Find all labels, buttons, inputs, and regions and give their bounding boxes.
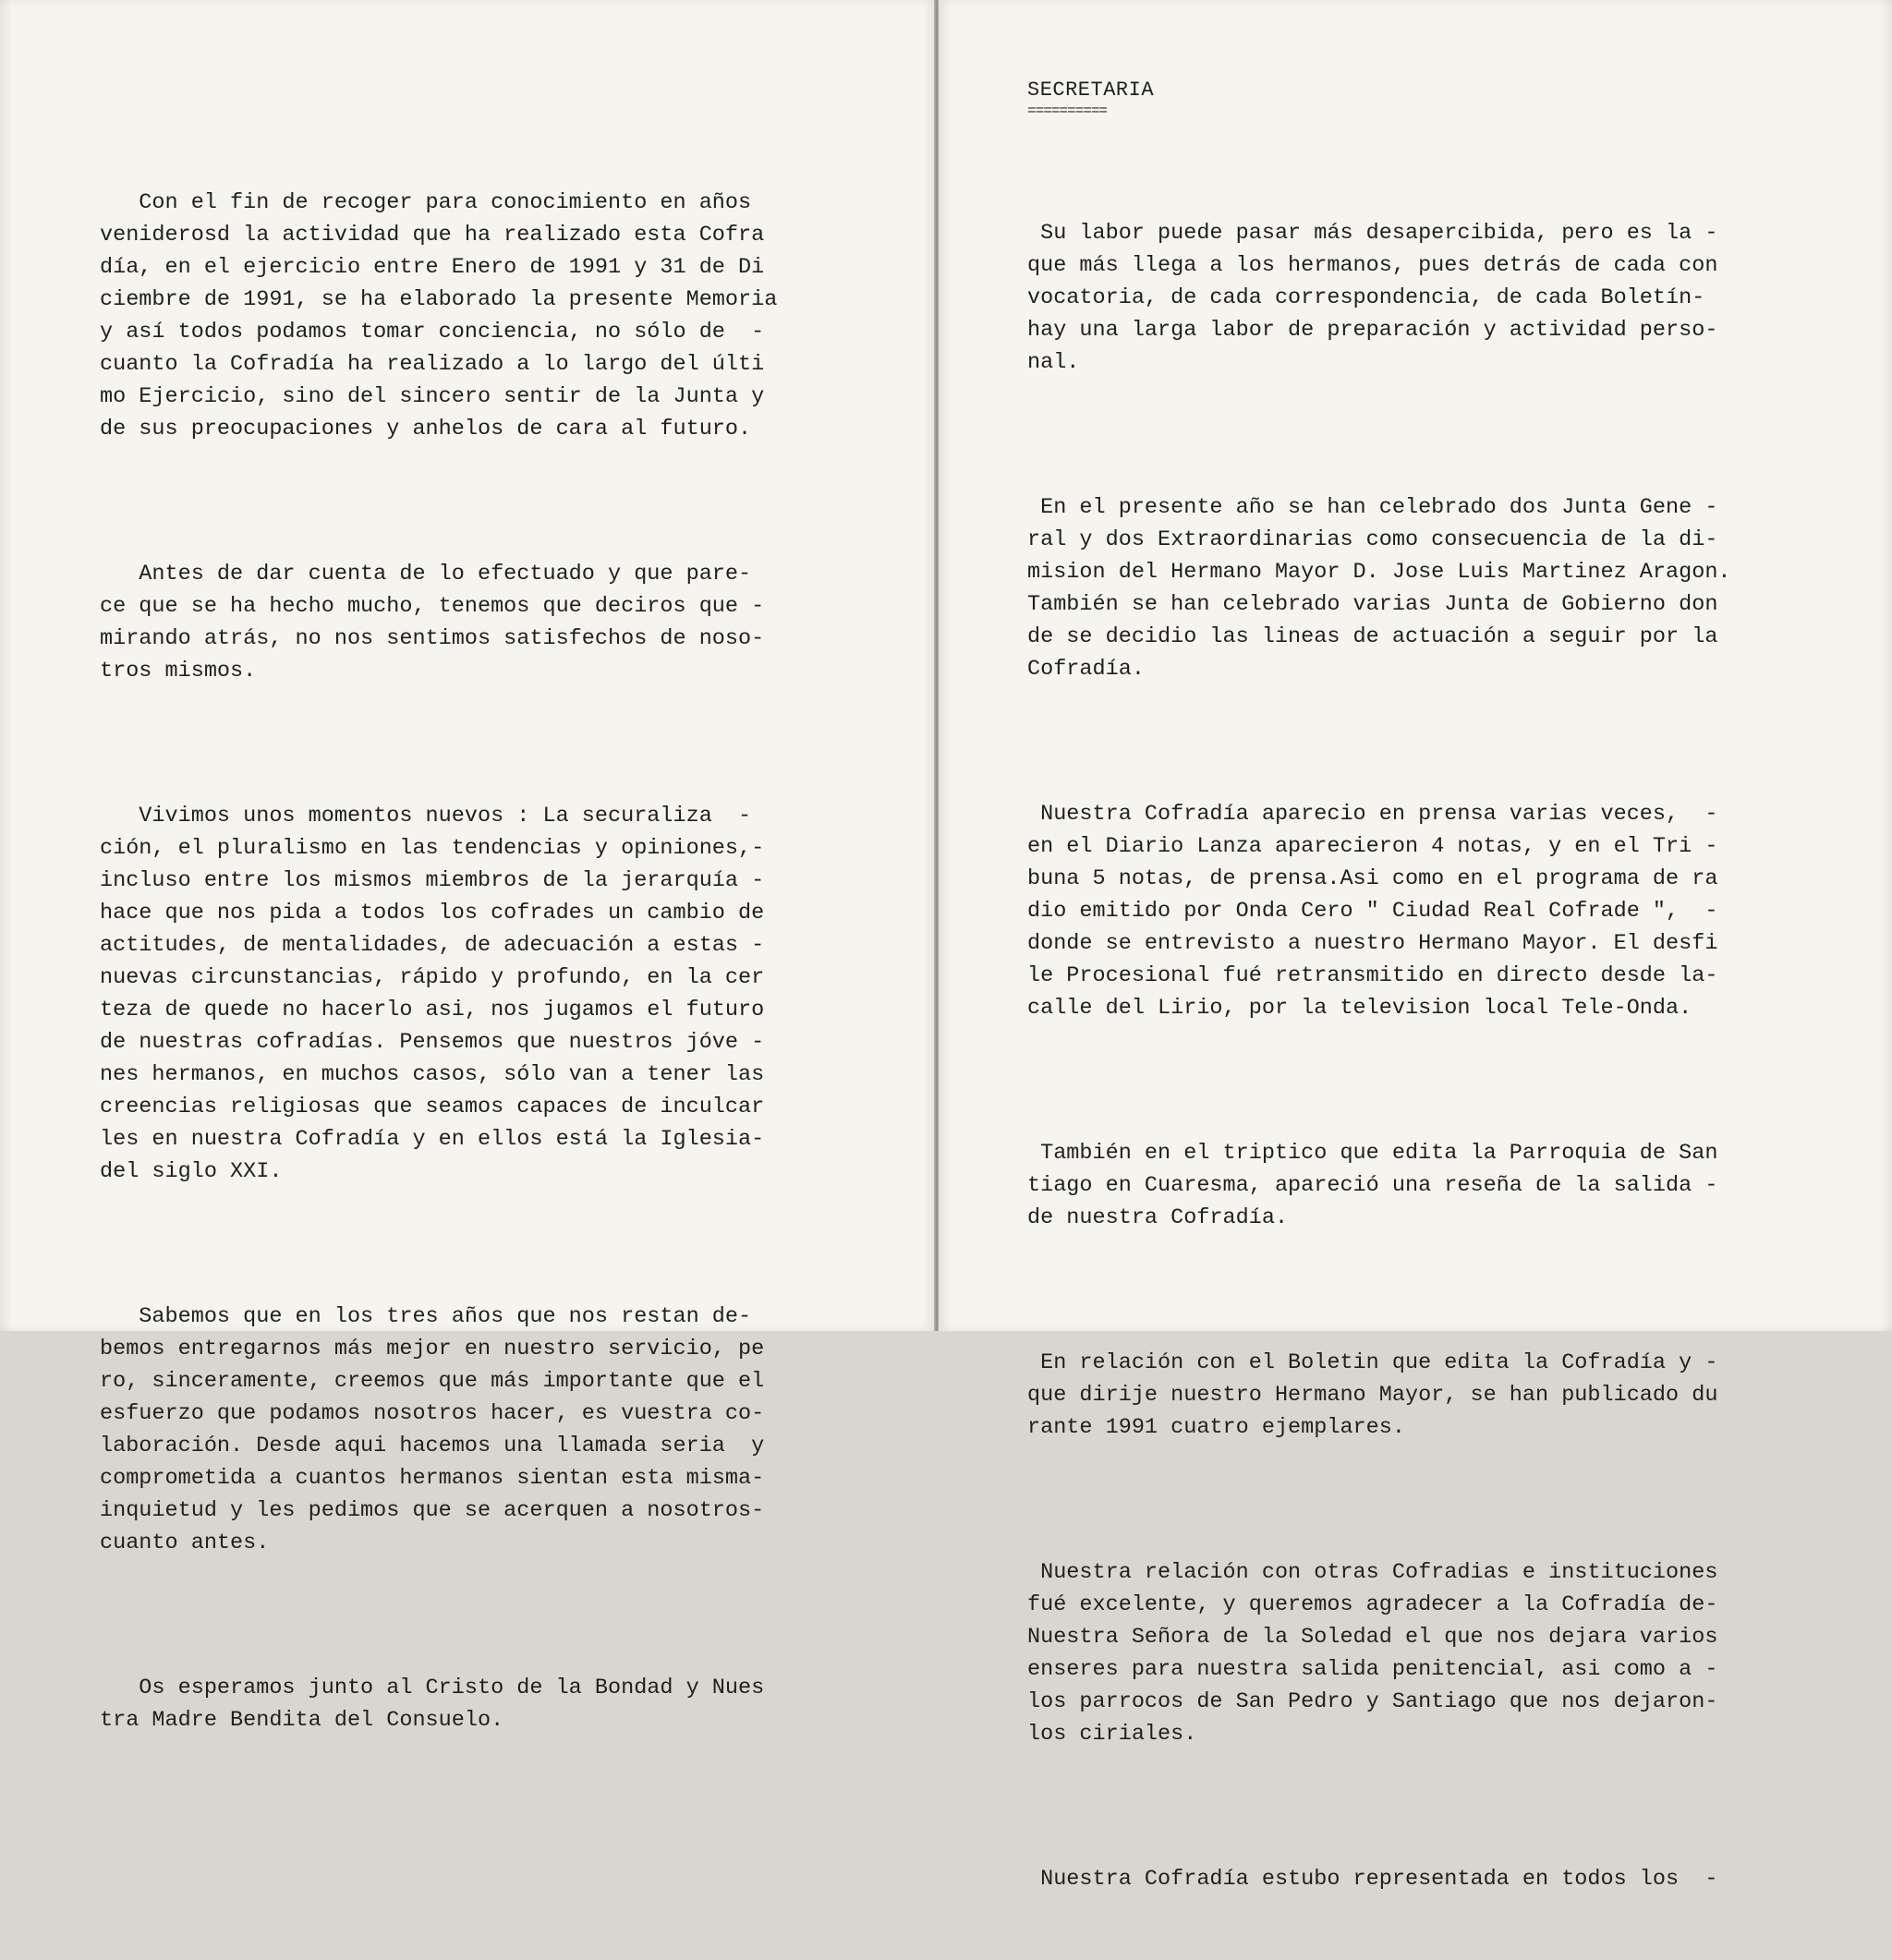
- text-line: de nuestras cofradías. Pensemos que nuestros jóve -: [100, 1030, 765, 1055]
- text-line: mo Ejercicio, sino del sincero sentir de la Junta y: [100, 384, 765, 409]
- text-line: nal.: [1027, 350, 1080, 375]
- text-line: En el presente año se han celebrado dos Junta Gene -: [1027, 495, 1718, 520]
- text-line: Antes de dar cuenta de lo efectuado y que pare-: [100, 562, 752, 587]
- right-paragraph-7: [1027, 1831, 1731, 1895]
- section-heading: SECRETARIA: [1027, 79, 1155, 102]
- text-line: día, en el ejercicio entre Enero de 1991 y 31 de Di: [100, 255, 765, 280]
- left-paragraph-1: [100, 154, 777, 445]
- text-line: fué excelente, y queremos agradecer a la Cofradía de-: [1027, 1592, 1718, 1617]
- text-line: en el Diario Lanza aparecieron 4 notas, y en el Tri -: [1027, 834, 1718, 859]
- right-paragraph-1: [1027, 185, 1731, 379]
- text-line: actitudes, de mentalidades, de adecuación a estas -: [100, 933, 765, 958]
- text-line: inquietud y les pedimos que se acerquen a nosotros-: [100, 1498, 765, 1523]
- text-line: mision del Hermano Mayor D. Jose Luis Martinez Aragon.: [1027, 560, 1731, 585]
- text-line: calle del Lirio, por la television local Tele-Onda.: [1027, 996, 1692, 1021]
- text-line: hace que nos pida a todos los cofrades un cambio de: [100, 901, 765, 926]
- text-line: rante 1991 cuatro ejemplares.: [1027, 1415, 1405, 1440]
- text-line: enseres para nuestra salida penitencial, asi como a -: [1027, 1657, 1718, 1682]
- page-edge-shadow: [1879, 0, 1892, 1331]
- text-line: tros mismos.: [100, 659, 257, 684]
- text-line: nes hermanos, en muchos casos, sólo van a tener las: [100, 1062, 765, 1087]
- right-page-text: [1027, 120, 1731, 1960]
- text-line: laboración. Desde aqui hacemos una llamada seria y: [100, 1434, 765, 1458]
- right-paragraph-3: [1027, 766, 1731, 1024]
- left-paragraph-5: [100, 1639, 777, 1736]
- text-line: Vivimos unos momentos nuevos : La securaliza -: [100, 804, 752, 829]
- text-line: bemos entregarnos más mejor en nuestro servicio, pe: [100, 1337, 765, 1361]
- text-line: ro, sinceramente, creemos que más importante que el: [100, 1369, 765, 1394]
- text-line: Su labor puede pasar más desapercibida, pero es la -: [1027, 221, 1718, 246]
- text-line: mirando atrás, no nos sentimos satisfechos de noso-: [100, 626, 765, 651]
- text-line: del siglo XXI.: [100, 1159, 283, 1184]
- text-line: ciembre de 1991, se ha elaborado la presente Memoria: [100, 287, 778, 312]
- text-line: Os esperamos junto al Cristo de la Bondad y Nues: [100, 1676, 765, 1700]
- right-paragraph-6: [1027, 1524, 1731, 1750]
- left-paragraph-4: [100, 1268, 777, 1559]
- section-heading-underline: ==========: [1027, 103, 1108, 119]
- text-line: que dirije nuestro Hermano Mayor, se han publicado du: [1027, 1383, 1718, 1408]
- text-line: También en el triptico que edita la Parroquia de San: [1027, 1141, 1718, 1166]
- text-line: le Procesional fué retransmitido en directo desde la-: [1027, 963, 1718, 988]
- text-line: y así todos podamos tomar conciencia, no sólo de -: [100, 320, 765, 345]
- text-line: de nuestra Cofradía.: [1027, 1205, 1289, 1230]
- text-line: Nuestra Cofradía estubo representada en todos los -: [1027, 1867, 1718, 1892]
- left-page-text: [100, 90, 777, 1801]
- text-line: Sabemos que en los tres años que nos restan de-: [100, 1304, 752, 1329]
- right-paragraph-4: [1027, 1105, 1731, 1234]
- text-line: cuanto la Cofradía ha realizado a lo largo del últi: [100, 352, 765, 377]
- page-edge-shadow: [0, 0, 13, 1331]
- text-line: creencias religiosas que seamos capaces de inculcar: [100, 1095, 765, 1119]
- text-line: ce que se ha hecho mucho, tenemos que deciros que -: [100, 594, 765, 619]
- text-line: comprometida a cuantos hermanos sientan esta misma-: [100, 1466, 765, 1491]
- text-line: También se han celebrado varias Junta de Gobierno don: [1027, 592, 1718, 617]
- text-line: nuevas circunstancias, rápido y profundo, en la cer: [100, 965, 765, 990]
- text-line: de sus preocupaciones y anhelos de cara al futuro.: [100, 417, 752, 442]
- text-line: cuanto antes.: [100, 1530, 270, 1555]
- text-line: donde se entrevisto a nuestro Hermano Mayor. El desfi: [1027, 931, 1718, 956]
- left-page: [0, 0, 935, 1733]
- text-line: Nuestra Señora de la Soledad el que nos dejara varios: [1027, 1625, 1718, 1650]
- text-line: hay una larga labor de preparación y actividad perso-: [1027, 318, 1718, 343]
- text-line: buna 5 notas, de prensa.Asi como en el programa de ra: [1027, 866, 1718, 891]
- text-line: los ciriales.: [1027, 1722, 1197, 1747]
- text-line: ral y dos Extraordinarias como consecuencia de la di-: [1027, 527, 1718, 552]
- text-line: vocatoria, de cada correspondencia, de cada Boletín-: [1027, 285, 1705, 310]
- left-paragraph-3: [100, 768, 777, 1188]
- text-line: Cofradía.: [1027, 657, 1145, 682]
- text-line: de se decidio las lineas de actuación a seguir por la: [1027, 624, 1718, 649]
- right-paragraph-5: [1027, 1314, 1731, 1444]
- text-line: Nuestra Cofradía aparecio en prensa varias veces, -: [1027, 802, 1718, 827]
- text-line: esfuerzo que podamos nosotros hacer, es vuestra co-: [100, 1401, 765, 1426]
- text-line: teza de quede no hacerlo asi, nos jugamos el futuro: [100, 998, 765, 1022]
- text-line: En relación con el Boletin que edita la Cofradía y -: [1027, 1350, 1718, 1375]
- text-line: incluso entre los mismos miembros de la jerarquía -: [100, 868, 765, 893]
- text-line: veniderosd la actividad que ha realizado esta Cofra: [100, 223, 765, 248]
- right-paragraph-2: [1027, 459, 1731, 685]
- text-line: Nuestra relación con otras Cofradias e instituciones: [1027, 1560, 1718, 1585]
- text-line: les en nuestra Cofradía y en ellos está la Iglesia-: [100, 1127, 765, 1152]
- text-line: que más llega a los hermanos, pues detrás de cada con: [1027, 253, 1718, 278]
- text-line: ción, el pluralismo en las tendencias y opiniones,-: [100, 836, 765, 861]
- text-line: Con el fin de recoger para conocimiento en años: [100, 190, 752, 215]
- text-line: dio emitido por Onda Cero " Ciudad Real Cofrade ", -: [1027, 899, 1718, 924]
- text-line: tiago en Cuaresma, apareció una reseña de la salida -: [1027, 1173, 1718, 1198]
- left-paragraph-2: [100, 526, 777, 687]
- text-line: los parrocos de San Pedro y Santiago que nos dejaron-: [1027, 1689, 1718, 1714]
- text-line: tra Madre Bendita del Consuelo.: [100, 1708, 504, 1733]
